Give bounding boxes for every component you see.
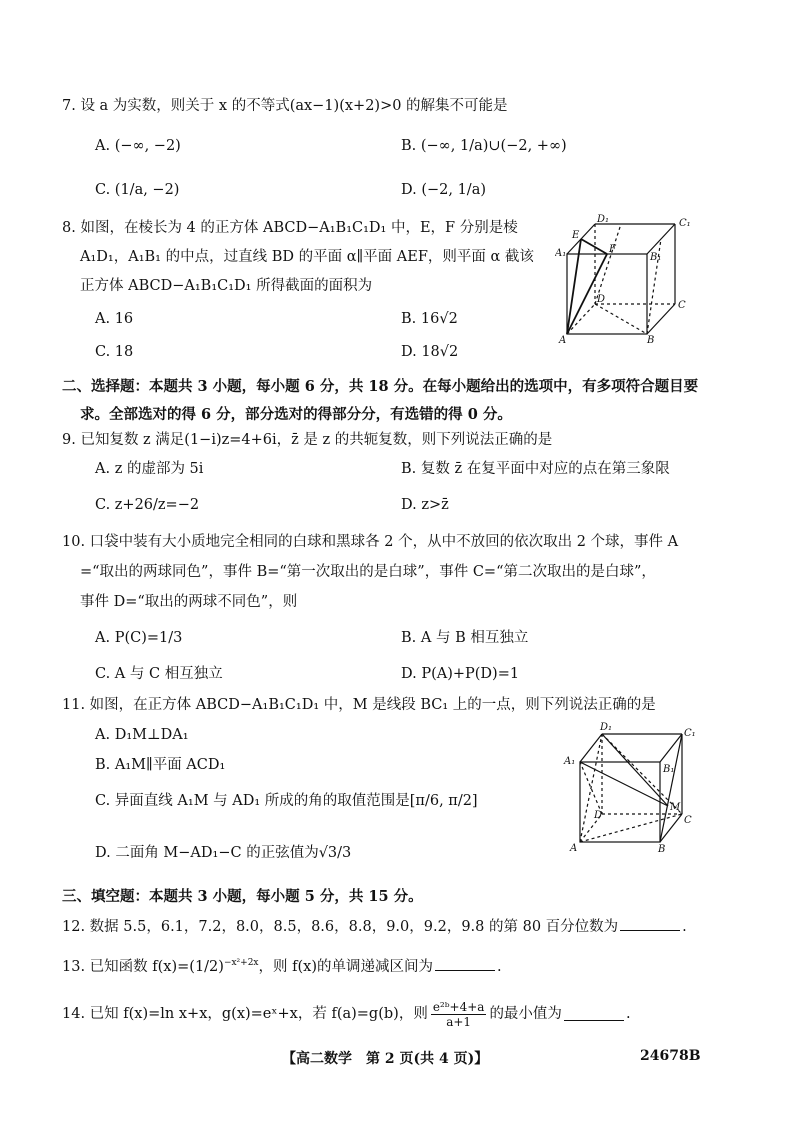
q11-label-c1: C₁ <box>684 728 696 739</box>
q14-post: 的最小值为 <box>489 1006 562 1023</box>
q10-stem-line1: 10. 口袋中装有大小质地完全相同的白球和黑球各 2 个，从中不放回的依次取出 2 个球，事件 A <box>62 534 679 550</box>
q12-answer-blank <box>620 918 680 931</box>
q8-label-a: A <box>559 335 567 346</box>
q11-stem: 11. 如图，在正方体 ABCD−A₁B₁C₁D₁ 中，M 是线段 BC₁ 上的一点，则下列说法正确的是 <box>62 697 656 713</box>
q11-option-c: C. 异面直线 A₁M 与 AD₁ 所成的角的取值范围是[π/6, π/2] <box>95 793 478 809</box>
q11-label-b1: B₁ <box>663 764 675 775</box>
q12-line: 12. 数据 5.5，6.1，7.2，8.0，8.5，8.6，8.8，9.0，9.2，9.8 的第 80 百分位数为 . <box>62 919 687 935</box>
paper-code: 24678B <box>640 1048 701 1064</box>
q13-pre: 13. 已知函数 f(x)=(1/2) <box>62 959 224 975</box>
q11-option-a: A. D₁M⊥DA₁ <box>95 727 189 743</box>
q10-stem-line2: =“取出的两球同色”，事件 B=“第一次取出的是白球”，事件 C=“第二次取出的是白球”， <box>80 564 656 580</box>
q8-label-e: E <box>572 230 580 241</box>
q13-post: ，则 f(x)的单调递减区间为 <box>258 959 433 975</box>
q10-option-c: C. A 与 C 相互独立 <box>95 666 223 682</box>
q14-answer-blank <box>564 1008 624 1021</box>
page-footer: 【高二数学 第 2 页(共 4 页)】 <box>282 1051 489 1067</box>
q11-option-b: B. A₁M∥平面 ACD₁ <box>95 757 226 773</box>
q8-label-a1: A₁ <box>555 248 567 259</box>
q8-label-c1: C₁ <box>679 218 691 229</box>
q14-denominator: a+1 <box>446 1015 472 1030</box>
q13-exponent: −x²+2x <box>223 958 259 969</box>
q8-label-b1: B₁ <box>650 252 662 263</box>
q10-option-d: D. P(A)+P(D)=1 <box>401 666 520 682</box>
q8-label-d1: D₁ <box>597 214 610 225</box>
q11-label-d: D <box>594 810 603 821</box>
q11-label-b: B <box>658 844 666 855</box>
q10-stem-line3: 事件 D=“取出的两球不同色”，则 <box>80 594 298 610</box>
q14-pre: 14. 已知 f(x)=ln x+x，g(x)=eˣ+x，若 f(a)=g(b)，则 <box>62 1006 428 1023</box>
q8-label-b: B <box>647 335 655 346</box>
q9-option-c: C. z+26/z=−2 <box>95 497 200 513</box>
q11-cube-figure <box>560 720 700 855</box>
q11-label-a: A <box>570 843 578 854</box>
section3-heading: 三、填空题：本题共 3 小题，每小题 5 分，共 15 分。 <box>62 888 423 905</box>
q11-label-d1: D₁ <box>600 722 613 733</box>
q13-line: 13. 已知函数 $f(x)=(1/2)^{-x^2+2x}$，则 f(x)的单调递减区间为 . <box>62 958 502 975</box>
q12-text: 12. 数据 5.5，6.1，7.2，8.0，8.5，8.6，8.8，9.0，9.2，9.8 的第 80 百分位数为 <box>62 919 619 935</box>
q8-stem-line3: 正方体 ABCD−A₁B₁C₁D₁ 所得截面的面积为 <box>80 278 373 294</box>
q14-fraction <box>431 1000 487 1030</box>
q11-label-c: C <box>684 815 692 826</box>
q10-option-b: B. A 与 B 相互独立 <box>401 630 529 646</box>
q8-option-c: C. 18 <box>95 344 134 360</box>
q8-cube-figure <box>555 212 705 347</box>
section2-heading-line2: 求。全部选对的得 6 分，部分选对的得部分分，有选错的得 0 分。 <box>80 406 512 423</box>
q8-option-b: B. 16√2 <box>401 311 458 327</box>
q8-stem-line1: 8. 如图，在棱长为 4 的正方体 ABCD−A₁B₁C₁D₁ 中，E，F 分别是棱 <box>62 220 518 236</box>
q8-stem-line2: A₁D₁，A₁B₁ 的中点，过直线 BD 的平面 α∥平面 AEF，则平面 α 截该 <box>80 249 534 265</box>
q7-option-b: B. (−∞, 1/a)∪(−2, +∞) <box>401 138 567 154</box>
q8-option-a: A. 16 <box>95 311 134 327</box>
q7-stem: 7. 设 a 为实数，则关于 x 的不等式(ax−1)(x+2)>0 的解集不可能是 <box>62 98 508 114</box>
q11-label-m: M <box>670 802 681 813</box>
section2-heading-line1: 二、选择题：本题共 3 小题，每小题 6 分，共 18 分。在每小题给出的选项中，有多项符合题目要 <box>62 378 699 395</box>
q7-option-d: D. (−2, 1/a) <box>401 182 486 198</box>
q8-label-f: F <box>609 244 616 255</box>
q8-label-c: C <box>678 300 686 311</box>
q11-option-d: D. 二面角 M−AD₁−C 的正弦值为√3/3 <box>95 845 352 861</box>
q11-label-a1: A₁ <box>564 756 576 767</box>
q10-option-a: A. P(C)=1/3 <box>95 630 183 646</box>
q7-option-c: C. (1/a, −2) <box>95 182 180 198</box>
q9-option-a: A. z 的虚部为 5i <box>95 461 204 477</box>
q7-option-a: A. (−∞, −2) <box>95 138 181 154</box>
q13-answer-blank <box>435 958 495 971</box>
q8-option-d: D. 18√2 <box>401 344 459 360</box>
q9-option-d: D. z>z̄ <box>401 497 449 513</box>
q14-numerator: e²ᵇ+4+a <box>432 1000 485 1014</box>
q8-label-d: D <box>597 294 606 305</box>
q9-stem: 9. 已知复数 z 满足(1−i)z=4+6i，z̄ 是 z 的共轭复数，则下列说法正确的是 <box>62 432 553 448</box>
q14-line: 14. 已知 f(x)=ln x+x，g(x)=eˣ+x，若 f(a)=g(b)，则 $\frac{\text{e²ᵇ+4+a}}{a+1}$ 的最小值为 . <box>62 1000 631 1030</box>
q9-option-b: B. 复数 z̄ 在复平面中对应的点在第三象限 <box>401 461 670 477</box>
